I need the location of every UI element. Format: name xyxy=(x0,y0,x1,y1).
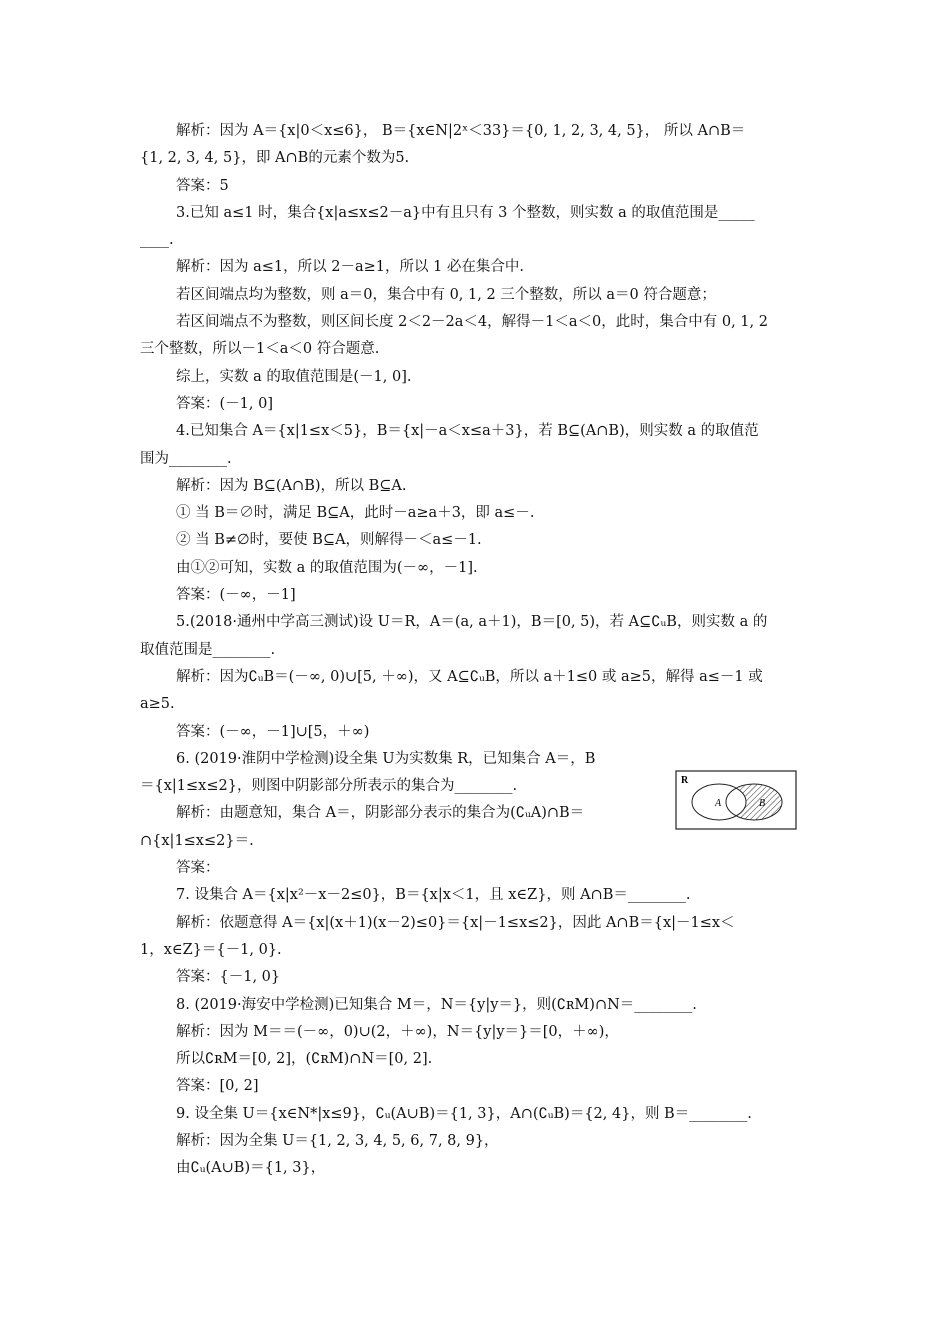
text-line: 解析：因为 M＝＝(－∞，0)∪(2，＋∞)，N＝{y|y＝}＝[0，＋∞)， xyxy=(176,1023,619,1040)
text-line: ∩{x|1≤x≤2}＝. xyxy=(140,832,254,849)
set-b-label: B xyxy=(759,798,766,809)
text-line: ② 当 B≠∅时，要使 B⊆A，则解得－＜a≤－1. xyxy=(176,532,482,549)
text-line: 答案：5 xyxy=(176,177,229,194)
text-line: 3.已知 a≤1 时，集合{x|a≤x≤2－a}中有且只有 3 个整数，则实数 a 的取值范围是_____ xyxy=(176,204,755,221)
text-line: 由①②可知，实数 a 的取值范围为(－∞，－1]. xyxy=(176,559,478,576)
text-line: 所以∁ʀM＝[0, 2]，(∁ʀM)∩N＝[0, 2]. xyxy=(176,1051,433,1068)
text-line: 解析：因为 B⊆(A∩B)，所以 B⊆A. xyxy=(176,477,407,494)
text-line: 解析：因为∁ᵤB＝(－∞, 0)∪[5, ＋∞)，又 A⊆∁ᵤB，所以 a＋1≤0 或 a≥5，解得 a≤－1 或 xyxy=(176,668,763,685)
text-line: {1, 2, 3, 4, 5}，即 A∩B的元素个数为5. xyxy=(140,150,410,167)
set-a-label: A xyxy=(715,798,722,809)
text-line: 4.已知集合 A＝{x|1≤x＜5}，B＝{x|－a＜x≤a＋3}，若 B⊆(A∩B)，则实数 a 的取值范 xyxy=(176,423,759,440)
text-line: 答案：(－1, 0] xyxy=(176,395,273,412)
text-line: 三个整数，所以－1＜a＜0 符合题意. xyxy=(140,341,380,358)
text-line: 答案：(－∞，－1] xyxy=(176,587,296,604)
text-line: 解析：因为 a≤1，所以 2－a≥1，所以 1 必在集合中. xyxy=(176,259,525,276)
text-line: 1，x∈Z}＝{－1, 0}. xyxy=(140,941,282,958)
text-line: 围为________. xyxy=(140,450,232,467)
text-line: 综上，实数 a 的取值范围是(－1, 0]. xyxy=(176,368,412,385)
text-line: 答案：(－∞，－1]∪[5，＋∞) xyxy=(176,723,370,740)
text-line: 9. 设全集 U＝{x∈N*|x≤9}，∁ᵤ(A∪B)＝{1, 3}，A∩(∁ᵤB)＝{2, 4}，则 B＝________. xyxy=(176,1105,752,1122)
text-line: ① 当 B＝∅时，满足 B⊆A，此时－a≥a＋3，即 a≤－. xyxy=(176,505,535,522)
text-line: 解析：因为全集 U＝{1, 2, 3, 4, 5, 6, 7, 8, 9}， xyxy=(176,1132,499,1149)
text-line: 答案：[0, 2] xyxy=(176,1078,259,1095)
venn-diagram xyxy=(675,770,797,830)
text-line: 答案：{－1, 0} xyxy=(176,969,281,986)
text-line: 若区间端点不为整数，则区间长度 2＜2－2a＜4，解得－1＜a＜0，此时，集合中有 0, 1, 2 xyxy=(176,314,768,331)
text-line: 5.(2018·通州中学高三测试)设 U＝R，A＝(a, a＋1)，B＝[0, 5)，若 A⊆∁ᵤB，则实数 a 的 xyxy=(176,614,768,631)
text-line: 由∁ᵤ(A∪B)＝{1, 3}， xyxy=(176,1160,326,1177)
text-line: ____. xyxy=(140,232,174,249)
text-line: 取值范围是________. xyxy=(140,641,276,658)
text-line: 解析：由题意知，集合 A＝，阴影部分表示的集合为(∁ᵤA)∩B＝ xyxy=(176,805,585,822)
universe-label: R xyxy=(681,775,689,786)
text-line: 解析：依题意得 A＝{x|(x＋1)(x－2)≤0}＝{x|－1≤x≤2}，因此 A∩B＝{x|－1≤x＜ xyxy=(176,914,735,931)
text-line: 6. (2019·淮阴中学检测)设全集 U为实数集 R，已知集合 A＝，B xyxy=(176,750,596,767)
text-line: 7. 设集合 A＝{x|x²－x－2≤0}，B＝{x|x＜1，且 x∈Z}，则 A∩B＝________. xyxy=(176,887,691,904)
text-line: 若区间端点均为整数，则 a＝0，集合中有 0, 1, 2 三个整数，所以 a＝0 符合题意； xyxy=(176,286,716,303)
text-line: 解析：因为 A＝{x|0＜x≤6}， B＝{x∈N|2ˣ＜33}＝{0, 1, 2, 3, 4, 5}， 所以 A∩B＝ xyxy=(176,123,746,139)
document-body xyxy=(140,118,810,1183)
text-line: ＝{x|1≤x≤2}，则图中阴影部分所表示的集合为________. xyxy=(140,778,518,795)
text-line: 8. (2019·海安中学检测)已知集合 M＝，N＝{y|y＝}，则(∁ʀM)∩N＝________. xyxy=(176,996,697,1013)
text-line: 答案： xyxy=(176,860,220,877)
text-line: a≥5. xyxy=(140,696,175,713)
